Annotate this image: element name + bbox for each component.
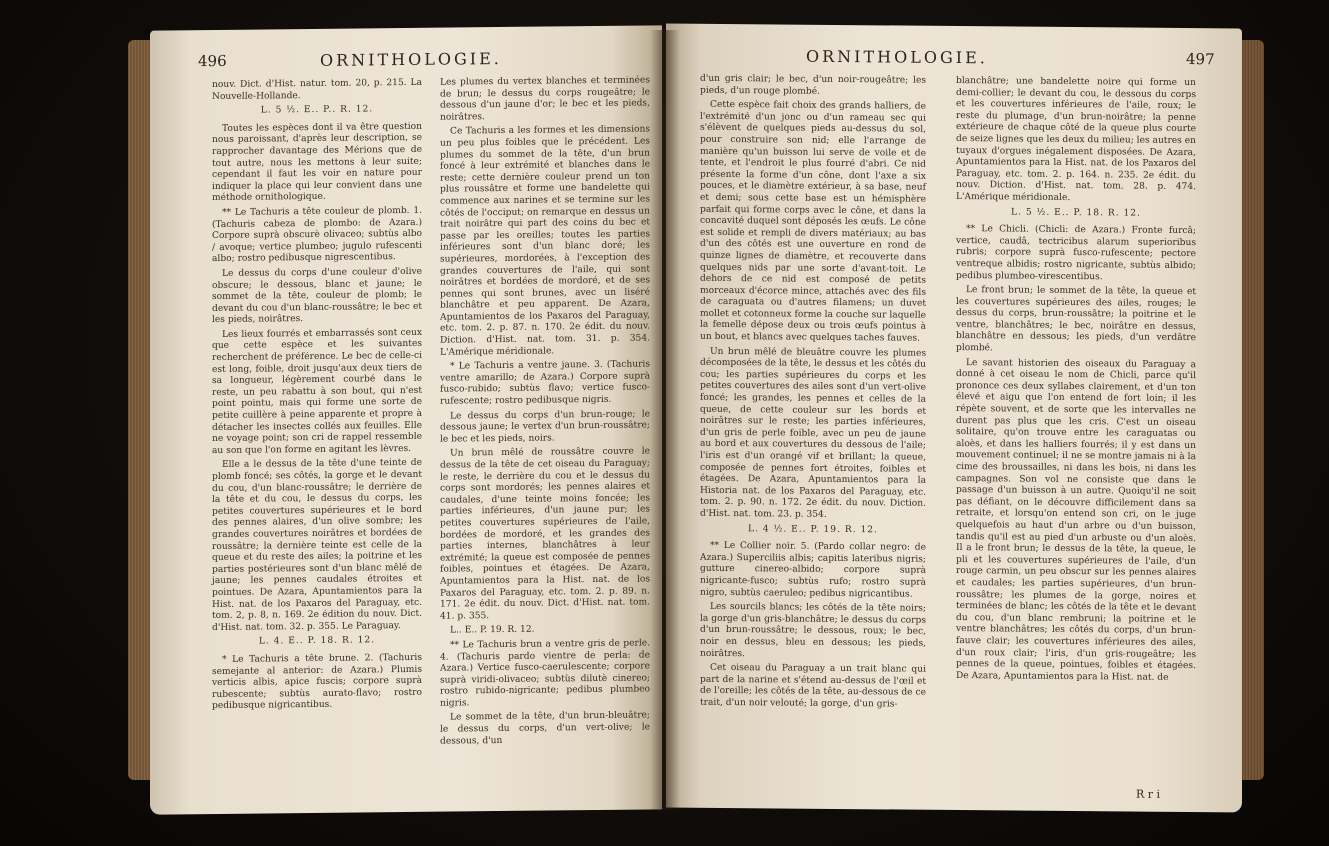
left-running-head: ORNITHOLOGIE. [320,48,502,70]
paragraph: Un brun mêlé de roussâtre couvre le dessus de la tête de cet oiseau du Paraguay; le reste, le derrière du cou et le dessus du corps sont mordorés; les pennes alaires et caudales, d'une teinte moins foncée; les parties inférieures, d'un jaune pur; les petites couvertures supérieures de l'aile, bordées de mordoré, et les grandes des parties internes, blanchâtres à leur extrémité; la queue est composée de pennes foibles, pointues et étagées. De Azara, Apuntamientos para la Hist. nat. de los Paxaros del Paraguay, etc. tom. 2. p. 89. n. 171. 2e édit. du nouv. Dict. d'Hist. nat. tom. 41. p. 355. [440,446,650,622]
paragraph: ** Le Tachuris brun a ventre gris de perle. 4. (Tachuris pardo vientre de perla: de Azara.) Vertice fusco-caerulescente; corpore suprà viridi-olivaceo; subtùs dilutè cinereo; rostro rubido-nigricante; pedibus plumbeo nigris. [440,638,650,709]
right-column-1 [700,74,926,714]
paragraph: Le savant historien des oiseaux du Paraguay a donné à cet oiseau le nom de Chicli, parce qu'il prononce ces deux syllabes clairement, et d'un ton élevé et aigu que l'on entend de fort loin; il les répète souvent, et de sorte que les intervalles ne durent pas plus que les cris. C'est un oiseau solitaire, qu'on trouve entre les caraguatas ou aloès, et dans les halliers fourrés; il y est dans un mouvement continuel; il ne se montre jamais ni à la cime des broussailles, ni dans les bois, ni dans les campagnes. Son vol ne consiste que dans le passage d'un buisson à un autre. Quoiqu'il ne soit pas défiant, on le découvre difficilement dans sa retraite, et lorsqu'on entend son cri, on le juge quelquefois au haut d'un arbre ou d'un buisson, tandis qu'il est au pied d'un arbuste ou d'un aloès. Il a le front brun; le dessus de la tête, la queue, le pli et les couvertures supérieures de l'aile, d'un rouge carmin, un peu obscur sur les pennes alaires et caudales; les parties supérieures, d'un brun-roussâtre; les plumes de la gorge, noires et terminées de blanc; les côtés de la tête et le devant du cou, d'un blanc rembruni; la poitrine et le ventre blanchâtres; les côtés du corps, d'un brun-fauve clair; les couvertures inférieures des ailes, d'un roux clair; l'iris, d'un gris-rougeâtre; les pennes de la queue, pointues, foibles et étagées. De Azara, Apuntamientos para la Hist. nat. de [956,357,1196,683]
paragraph: * Le Tachuris a tête brune. 2. (Tachuris semejante al anterior: de Azara.) Plumis verticis albis, apice fuscis; corpore suprà rubescente; subtùs aurato-flavo; rostro pedibusque nigricantibus. [212,652,422,712]
paragraph: ** Le Tachuris a tête couleur de plomb. 1. (Tachuris cabeza de plombo: de Azara.) Corpore suprà obscurè olivaceo; subtùs albo / avoque; vertice plumbeo; jugulo rufescenti albo; rostro pedibusque nigrescentibus. [212,205,422,265]
paragraph: Cette espèce fait choix des grands halliers, de l'extrémité d'un jonc ou d'un rameau sec qui s'élèvent de quelques pieds au-dessus du sol, pour construire son nid; elle l'arrange de manière qu'un buisson lui serve de voile et de tente, et l'endroit le plus fourré d'abri. Ce nid présente la forme d'un cône, dont l'axe a six pouces, et le diamètre extérieur, à sa base, neuf et demi; sous cette base est un hémisphère parfait qui forme corps avec le cône, et dans la concavité duquel sont déposés les œufs. Le cône est solide et rempli de divers matériaux; au bas d'un des côtés est une ouverture en rond de quinze lignes de diamètre, et recouverte dans quelques nids par une sorte d'avant-toit. Le dehors de ce nid est composé de petits morceaux d'écorce mince, attachés avec des fils de caraguata ou d'autres filamens; un duvet mollet et cotonneux forme la couche sur laquelle la femelle dépose deux ou trois œufs pointus à un bout, et blancs avec quelques taches fauves. [700,100,926,344]
paragraph: L. 4 ½. E.. P. 19. R. 12. [748,523,878,535]
paragraph: Elle a le dessus de la tête d'une teinte de plomb foncé; ses côtés, la gorge et le devant du cou, d'un blanc-roussâtre; le derrière de la tête et du cou, le dessus du corps, les petites couvertures supérieures et le bord des pennes alaires, d'un olive sombre; les grandes couvertures noirâtres et bordées de roussâtre; la dernière teinte est celle de la queue et du reste des ailes; la poitrine et les parties postérieures sont d'un blanc mêlé de jaune; les pennes caudales étroites et pointues. De Azara, Apuntamientos para la Hist. nat. de los Paxaros del Paraguay, etc. tom. 2, p. 8, n. 169. 2e édition du nouv. Dict. d'Hist. nat. tom. 32. p. 355. Le Paraguay. [212,458,422,633]
paragraph: ** Le Collier noir. 5. (Pardo collar negro: de Azara.) Superciliis albis; capitis lateribus nigris; gutture cinereo-albido; corpore suprà nigricante-fusco; subtùs rufo; rostro suprà nigro, subtùs caeruleo; pedibus nigricantibus. [700,541,926,600]
paragraph: L.. E.. P. 19. R. 12. [450,624,535,636]
paragraph: L. 5 ½. E.. P. 18. R. 12. [1011,207,1141,219]
paragraph: L. 4. E.. P. 18. R. 12. [258,635,376,647]
left-column-1 [212,78,422,716]
paragraph: Un brun mêlé de bleuâtre couvre les plumes décomposées de la tête, le dessus et les côtés du cou; les parties supérieures du corps et les petites couvertures des ailes sont d'un vert-olive foncé; les grandes, les pennes et celles de la queue, de cette couleur sur les bords et noirâtres sur le reste; les parties inférieures, d'un gris de perle foible, avec un peu de jaune au bord et aux couvertures du dessous de l'aile; l'iris est d'un orangé vif et brillant; la queue, composée de pennes fort étroites, foibles et étagées. De Azara, Apuntamientos para la Historia nat. de los Paxaros del Paraguay, etc. tom. 2. p. 90. n. 172. 2e édit. du nouv. Diction. d'Hist. nat. tom. 23. p. 354. [700,346,926,520]
paragraph: Les lieux fourrés et embarrassés sont ceux que cette espèce et les suivantes recherchent de préférence. Le bec de celle-ci est long, foible, droit jusqu'aux deux tiers de sa longueur, légèrement courbé dans le reste, un peu rabattu à son bout, qui n'est point pointu, mais qui forme une sorte de petite cuillère à peine apparente et propre à détacher les insectes collés aux feuilles. Elle ne voyage point; son cri de rappel ressemble au son que l'on forme en agitant les lèvres. [212,327,422,456]
paragraph: Ce Tachuris a les formes et les dimensions un peu plus foibles que le précédent. Les plumes du sommet de la tête, d'un brun foncé à leur extrémité et blanches dans le reste; cette dernière couleur prend un ton plus roussâtre et forme une bandelette qui commence aux narines et se termine sur les côtés de l'occiput; on remarque en dessus un trait noirâtre qui part des coins du bec et passe par les oreilles; toutes les parties inférieures sont d'un blanc doré; les supérieures, mordorées, à l'exception des grandes couvertures de l'aile, qui sont noirâtres et bordées de mordoré, et de ses pennes qui sont brunes, avec un liséré blanchâtre et peu apparent. De Azara, Apuntamientos de los Paxaros del Paraguay, etc. tom. 2. p. 87. n. 170. 2e édit. du nouv. Diction. d'Hist. nat. tom. 31. p. 354. L'Amérique méridionale. [440,124,650,358]
right-page [666,23,1242,812]
paragraph: Le sommet de la tête, d'un brun-bleuâtre; le dessus du corps, d'un vert-olive; le dessous, d'un [440,710,650,747]
right-running-head: ORNITHOLOGIE. [806,46,988,68]
paragraph: Les plumes du vertex blanches et terminées de brun; le dessus du corps rougeâtre; le dessous d'un jaune d'or; le bec et les pieds, noirâtres. [440,75,650,123]
right-column-2 [956,76,1196,687]
paragraph: Cet oiseau du Paraguay a un trait blanc qui part de la narine et s'étend au-dessus de l'œil et de l'oreille; les côtés de la tête, au-dessous de ce trait, d'un noir velouté; la gorge, d'un gris- [700,662,926,710]
paragraph: L. 5 ½. E.. P.. R. 12. [260,104,374,116]
book-gutter [650,30,680,810]
left-page [150,25,662,814]
signature-mark: R r i [1136,787,1161,801]
paragraph: Le dessus du corps d'une couleur d'olive obscure; le dessous, blanc et jaune; le sommet de la tête, couleur de plomb; le devant du cou d'un blanc-roussâtre; le bec et les pieds, noirâtres. [212,266,422,326]
paragraph: Toutes les espèces dont il va être question nous paroissant, d'après leur description, se rapprocher davantage des Mérions que de tout autre, nous les mettons à leur suite; cependant il faut les voir en nature pour indiquer la place qui leur convient dans une méthode ornithologique. [212,121,422,204]
paragraph: ** Le Chicli. (Chicli: de Azara.) Fronte furcâ; vertice, caudâ, tectricibus alarum superioribus rubris; corpore suprà fusco-rufescente; pectore ventreque albidis; rostro nigricante, subtùs albido; pedibus plumbeo-virescentibus. [956,224,1196,282]
paragraph: * Le Tachuris a ventre jaune. 3. (Tachuris ventre amarillo; de Azara.) Corpore suprà fusco-rubido; subtùs flavo; vertice fusco-rufescente; rostro pedibusque nigris. [440,359,650,407]
right-page-number: 497 [1186,50,1215,69]
left-column-2 [440,75,650,750]
paragraph: d'un gris clair; le bec, d'un noir-rougeâtre; les pieds, d'un rouge plombé. [700,73,926,97]
paragraph: blanchâtre; une bandelette noire qui forme un demi-collier; le devant du cou, le dessous du corps et les couvertures inférieures de l'aile, roux; le reste du plumage, d'un brun-noirâtre; la penne extérieure de chaque côté de la queue plus courte de seize lignes que les deux du milieu; les autres en tuyaux d'orgues inégalement disposées. De Azara, Apuntamientos para la Hist. nat. de los Paxaros del Paraguay, etc. tom. 2. p. 164. n. 235. 2e édit. du nouv. Diction. d'Hist. nat. tom. 28. p. 474. L'Amérique méridionale. [956,76,1196,203]
paragraph: Le dessus du corps d'un brun-rouge; le dessous jaune; le vertex d'un brun-roussâtre; le bec et les pieds, noirs. [440,409,650,445]
left-page-number: 496 [198,51,227,71]
paragraph: Les sourcils blancs; les côtés de la tête noirs; la gorge d'un gris-blanchâtre; le dessus du corps d'un brun-roussâtre; le dessous, roux; le bec, noir en dessus, bleu en dessous; les pieds, noirâtres. [700,601,926,659]
paragraph: nouv. Dict. d'Hist. natur. tom. 20, p. 215. La Nouvelle-Hollande. [212,77,422,102]
paragraph: Le front brun; le sommet de la tête, la queue et les couvertures supérieures des ailes, rouges; le dessus du corps, brun-roussâtre; la poitrine et le ventre, blanchâtres; le bec, noirâtre en dessus, blanchâtre en dessous; les pieds, d'un verdâtre plombé. [956,285,1196,354]
